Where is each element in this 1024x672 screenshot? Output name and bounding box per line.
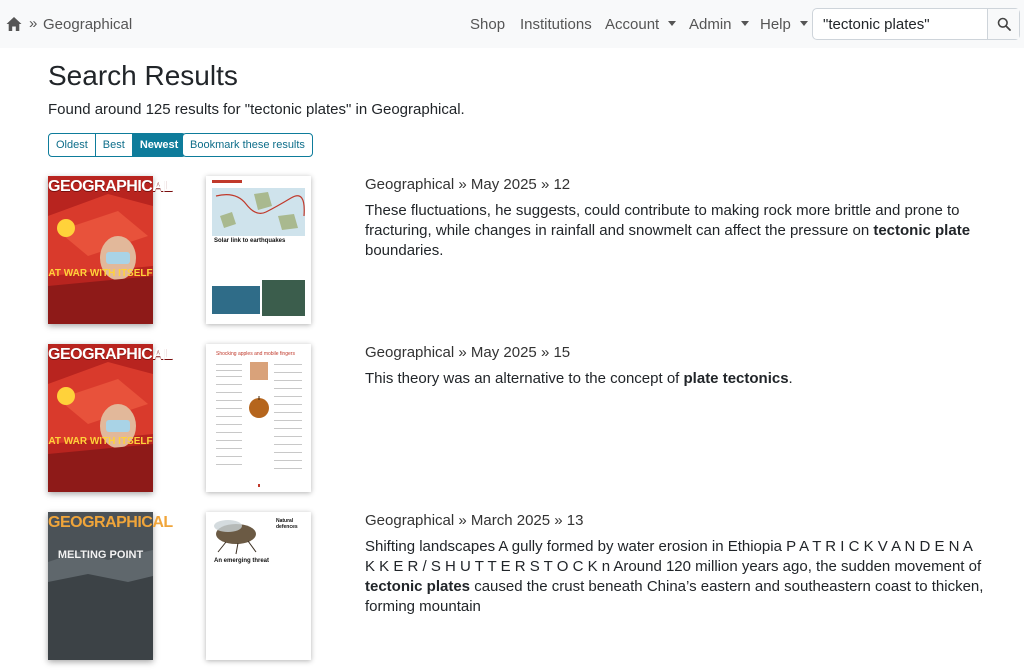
result-item bbox=[0, 176, 1024, 336]
text-line bbox=[216, 408, 242, 409]
sort-newest-button[interactable]: Newest bbox=[133, 133, 187, 157]
text-line bbox=[216, 424, 242, 425]
text-line bbox=[274, 364, 302, 365]
snippet-text: caused the crust beneath China’s eastern and southeastern coast to thicken, forming mountain bbox=[365, 578, 984, 615]
text-line bbox=[274, 436, 302, 437]
snippet-highlight: tectonic plate bbox=[873, 222, 971, 239]
result-source-link[interactable]: Geographical » May 2025 » 12 bbox=[365, 176, 571, 193]
text-line bbox=[274, 372, 302, 373]
cover-masthead: GEOGRAPHICAL bbox=[48, 514, 173, 531]
page-artwork bbox=[206, 344, 311, 492]
text-line bbox=[216, 440, 242, 441]
text-line bbox=[274, 420, 302, 421]
search-input[interactable] bbox=[813, 9, 988, 39]
nav-admin-dropdown[interactable] bbox=[689, 16, 749, 33]
sort-button-group bbox=[48, 133, 186, 157]
text-line bbox=[274, 460, 302, 461]
nav-account-dropdown[interactable] bbox=[605, 16, 676, 33]
text-line bbox=[216, 376, 242, 377]
breadcrumb-geographical[interactable]: Geographical bbox=[43, 16, 133, 33]
text-line bbox=[274, 452, 302, 453]
cover-masthead: GEOGRAPHICAL bbox=[48, 178, 173, 195]
text-line bbox=[274, 404, 302, 405]
text-line bbox=[216, 416, 242, 417]
text-line bbox=[274, 380, 302, 381]
home-icon[interactable] bbox=[6, 16, 22, 32]
page-thumbnail[interactable] bbox=[206, 512, 311, 660]
page-artwork bbox=[206, 512, 311, 660]
nav-institutions[interactable]: Institutions bbox=[520, 16, 592, 33]
nav-account-label: Account bbox=[605, 16, 660, 33]
result-item bbox=[0, 344, 1024, 504]
text-line bbox=[216, 364, 242, 365]
text-line bbox=[274, 444, 302, 445]
cover-masthead: GEOGRAPHICAL bbox=[48, 346, 173, 363]
results-summary: Found around 125 results for "tectonic plates" in Geographical. bbox=[48, 101, 465, 118]
cover-headline: AT WAR WITH ITSELF bbox=[48, 268, 153, 279]
breadcrumb-separator: » bbox=[29, 15, 38, 32]
nav-help-dropdown[interactable] bbox=[760, 16, 808, 33]
search-icon bbox=[997, 17, 1011, 31]
cover-artwork bbox=[48, 344, 173, 492]
chevron-down-icon bbox=[741, 21, 749, 26]
text-line bbox=[216, 448, 242, 449]
result-snippet bbox=[365, 201, 985, 261]
search-button[interactable] bbox=[987, 9, 1019, 39]
cover-headline: MELTING POINT bbox=[57, 549, 144, 561]
cover-artwork bbox=[48, 512, 173, 660]
text-line bbox=[216, 464, 242, 465]
sort-best-button[interactable]: Best bbox=[96, 133, 133, 157]
cover-artwork bbox=[48, 176, 173, 324]
text-line bbox=[274, 468, 302, 469]
result-source-link[interactable]: Geographical » March 2025 » 13 bbox=[365, 512, 584, 529]
top-navbar bbox=[0, 0, 1024, 48]
chevron-down-icon bbox=[668, 21, 676, 26]
page-thumbnail[interactable] bbox=[206, 176, 311, 324]
bookmark-results-button[interactable]: Bookmark these results bbox=[182, 133, 313, 157]
page-heading: Solar link to earthquakes bbox=[214, 238, 286, 244]
chevron-down-icon bbox=[800, 21, 808, 26]
magazine-cover-thumbnail[interactable] bbox=[48, 176, 173, 324]
snippet-text: . bbox=[788, 370, 793, 387]
text-line bbox=[274, 388, 302, 389]
page-sidebar-heading: Natural defences bbox=[276, 518, 298, 530]
text-line bbox=[216, 370, 242, 371]
page-thumbnail[interactable] bbox=[206, 344, 311, 492]
text-line bbox=[274, 396, 302, 397]
text-line bbox=[216, 384, 242, 385]
snippet-text: This theory was an alternative to the concept of bbox=[365, 370, 684, 387]
nav-shop[interactable]: Shop bbox=[470, 16, 506, 33]
page-heading: Shocking apples and mobile fingers bbox=[216, 351, 295, 357]
snippet-text: Shifting landscapes A gully formed by water erosion in Ethiopia P A T R I C K V A N D E N A K K E R / S H U T T E R S T O C K n Around 120 million years ago, the sudden movement of bbox=[365, 538, 982, 575]
sort-oldest-button[interactable]: Oldest bbox=[48, 133, 96, 157]
cover-headline: AT WAR WITH ITSELF bbox=[48, 436, 153, 447]
snippet-highlight: tectonic plates bbox=[365, 578, 471, 595]
text-line bbox=[216, 400, 242, 401]
text-line bbox=[216, 432, 242, 433]
page-artwork bbox=[206, 176, 311, 324]
text-line bbox=[216, 392, 242, 393]
magazine-cover-thumbnail[interactable] bbox=[48, 512, 173, 660]
result-snippet bbox=[365, 537, 985, 617]
text-line bbox=[274, 412, 302, 413]
result-snippet bbox=[365, 369, 985, 389]
text-line bbox=[274, 428, 302, 429]
nav-help-label: Help bbox=[760, 16, 791, 33]
page-heading: An emerging threat bbox=[214, 558, 270, 564]
result-item bbox=[0, 512, 1024, 672]
snippet-text: These fluctuations, he suggests, could contribute to making rock more brittle and prone to fracturing, while changes in rainfall and snowmelt can affect the pressure on bbox=[365, 202, 960, 239]
search-box bbox=[812, 8, 1020, 40]
text-line bbox=[216, 456, 242, 457]
result-source-link[interactable]: Geographical » May 2025 » 15 bbox=[365, 344, 571, 361]
snippet-text: boundaries. bbox=[365, 242, 444, 259]
nav-admin-label: Admin bbox=[689, 16, 732, 33]
page-title: Search Results bbox=[48, 60, 238, 91]
snippet-highlight: plate tectonics bbox=[683, 370, 789, 387]
magazine-cover-thumbnail[interactable] bbox=[48, 344, 173, 492]
